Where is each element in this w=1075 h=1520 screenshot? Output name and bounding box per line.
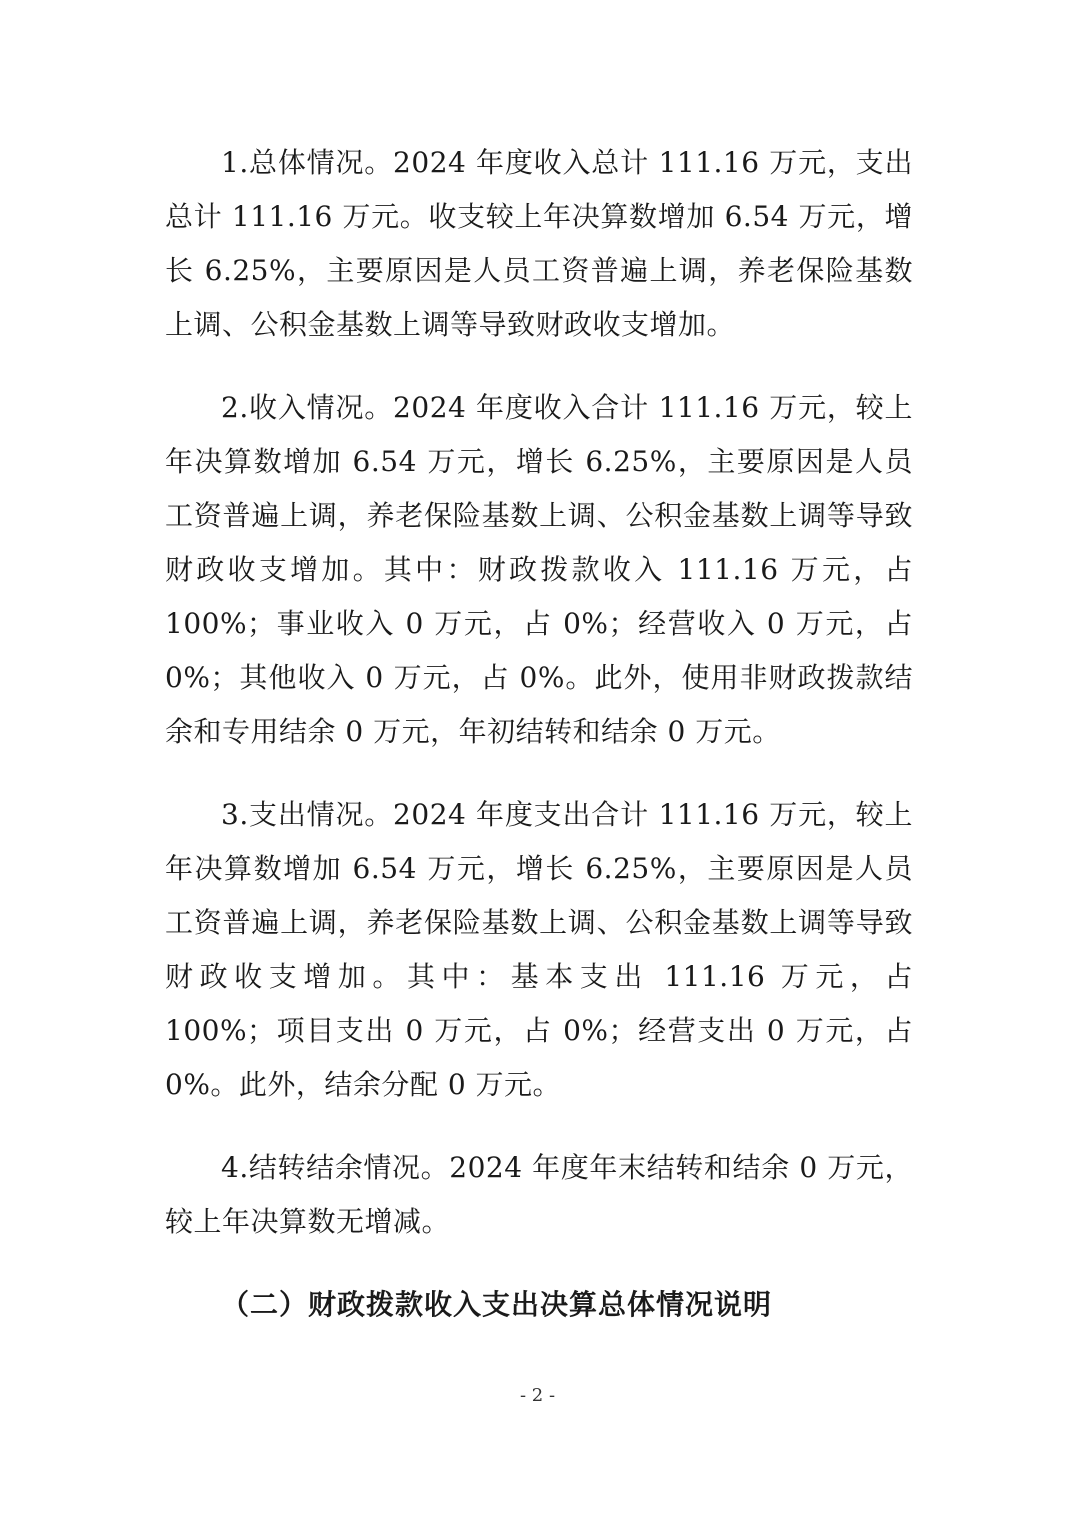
document-body xyxy=(165,136,913,1332)
section-heading: （二）财政拨款收入支出决算总体情况说明 xyxy=(221,1288,773,1321)
paragraph-carryover: 4.结转结余情况。2024 年度年末结转和结余 0 万元，较上年决算数无增减。 xyxy=(165,1151,913,1238)
page-number: - 2 - xyxy=(519,1385,556,1406)
paragraph-overall: 1.总体情况。2024 年度收入总计 111.16 万元，支出总计 111.16 万元。收支较上年决算数增加 6.54 万元，增长 6.25%，主要原因是人员工资普遍上调，养老保险基数上调、公积金基数上调等导致财政收支增加。 xyxy=(165,146,913,341)
paragraph-income: 2.收入情况。2024 年度收入合计 111.16 万元，较上年决算数增加 6.54 万元，增长 6.25%，主要原因是人员工资普遍上调，养老保险基数上调、公积金基数上调等导致财政收支增加。其中：财政拨款收入 111.16 万元，占 100%；事业收入 0 万元，占 0%；经营收入 0 万元，占 0%；其他收入 0 万元，占 0%。此外，使用非财政拨款结余和专用结余 0 万元，年初结转和结余 0 万元。 xyxy=(165,391,913,748)
paragraph-expenditure: 3.支出情况。2024 年度支出合计 111.16 万元，较上年决算数增加 6.54 万元，增长 6.25%，主要原因是人员工资普遍上调，养老保险基数上调、公积金基数上调等导致财政收支增加。其中：基本支出 111.16 万元，占 100%；项目支出 0 万元，占 0%；经营支出 0 万元，占 0%。此外，结余分配 0 万元。 xyxy=(165,798,913,1101)
